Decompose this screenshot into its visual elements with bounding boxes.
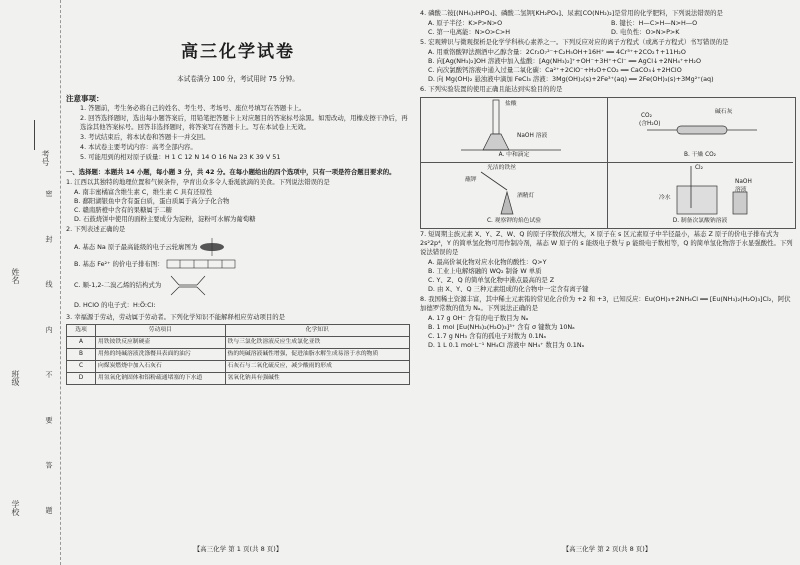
section-heading: 一、选择题：本题共 14 小题，每小题 3 分，共 42 分。在每小题给出的四个选项中，只有一项是符合题目要求的。 (66, 168, 396, 176)
q7-option: A. 最高价氧化物对应水化物的酸性：Q>Y (428, 258, 547, 266)
q4-option: D. 电负性：O>N>P>K (611, 28, 680, 36)
class-label: 班级 (11, 370, 20, 386)
figure-c (421, 162, 608, 228)
table-row (67, 337, 410, 349)
label-sodalime: 碱石灰 (715, 109, 733, 115)
figure-b (607, 98, 793, 163)
attention-item: 4. 本试卷主要考试内容：高考全部内容。 (80, 143, 197, 151)
label-cold-water: 冷水 (659, 195, 671, 201)
table-row (67, 373, 410, 385)
q6-figure-grid (420, 97, 796, 229)
q3-table (66, 324, 410, 385)
exam-no-label: 考号 (41, 150, 50, 166)
q2-option-d: D. HClO 的电子式：H:Ö:Cl: (74, 301, 156, 309)
q4-option: A. 原子半径：K>P>N>O (428, 19, 503, 27)
table-row (67, 361, 410, 373)
dibromoethene-structure-icon (163, 272, 213, 298)
table-cell: D (67, 373, 96, 385)
q4-options (428, 19, 794, 37)
table-row (67, 349, 410, 361)
label-solution: 溶液 (735, 187, 747, 193)
q4-option: C. 第一电离能：N>O>C>H (428, 28, 511, 36)
label-cl2: Cl₂ (695, 165, 703, 171)
table-cell: 用铁铵铁反应制硬壶 (96, 337, 226, 349)
table-header: 选项 (67, 325, 96, 337)
binding-margin (0, 0, 61, 565)
q2-option-a (74, 238, 410, 256)
table-cell: B (67, 349, 96, 361)
page-two (420, 8, 794, 556)
drying-tube-icon (607, 98, 793, 152)
q1-option: D. 石鼓烧饼中使用的面粉主要成分为淀粉，淀粉可水解为葡萄糖 (74, 215, 256, 223)
q7-option: D. 由 X、Y、Q 三种元素组成的化合物中一定含有离子键 (428, 285, 589, 293)
q8-option: D. 1 L 0.1 mol·L⁻¹ NH₄Cl 溶液中 NH₄⁺ 数目为 0.1Nₐ (428, 341, 585, 349)
label-co2: CO₂ (641, 113, 652, 119)
label-naoh: NaOH 溶液 (517, 133, 548, 139)
label-lamp: 酒精灯 (517, 193, 535, 199)
table-cell: C (67, 361, 96, 373)
q2-option-text: B. 基态 Fe²⁺ 的价电子排布图： (74, 260, 164, 268)
question-5: 5. 宏观辨识与微观探析是化学学科核心素养之一。下列反应对应的离子方程式（或离子方程式）书写错误的是 (420, 38, 729, 46)
exam-title: 高三化学试卷 (181, 42, 295, 62)
question-3: 3. 幸福源于劳动，劳动属于劳动者。下列化学知识不能解释相应劳动项目的是 (66, 313, 286, 321)
q4-option: B. 键长：H—C>H—N>H—O (611, 19, 698, 27)
figure-caption: B. 干燥 CO₂ (683, 152, 717, 158)
orbital-boxes-icon (166, 259, 236, 269)
exam-no-line (34, 120, 35, 150)
question-8: 8. 我国稀土资源丰富，其中稀土元素铕的常见化合价为 +2 和 +3，已知反应：Eu(OH)₃+2NH₄Cl ══ [Eu(NH₃)₂(H₂O)₃]Cl₂，阿伏加德罗常数的值为 Nₐ。下列说法正确的是 (420, 295, 791, 312)
school-label: 学校 (11, 500, 20, 516)
label-potassium: 蘸钾 (465, 177, 477, 183)
attention-list (66, 104, 410, 162)
exam-info: 本试卷满分 100 分，考试用时 75 分钟。 (177, 75, 299, 83)
q2-option-text: A. 基态 Na 原子最高能级的电子云轮廓图为 (74, 243, 198, 251)
table-cell: 热的纯碱溶液碱性增强，促进油脂水解生成易溶于水的物质 (225, 349, 409, 361)
table-cell: A (67, 337, 96, 349)
q1-option: A. 南丰蜜橘富含维生素 C，维生素 C 具有还原性 (74, 188, 213, 196)
q7-option: C. Y、Z、Q 的简单氢化物中沸点最高的是 Z (428, 276, 555, 284)
table-cell: 铁与三氯化铁溶液反应生成氯化亚铁 (225, 337, 409, 349)
q1-option: C. 赣南脐橙中含有的果糖属于二糖 (74, 206, 172, 214)
q2-option-c (74, 272, 410, 298)
label-iron-wire: 光洁的铁丝 (487, 165, 516, 171)
seal-notice: 密 封 线 内 不 要 答 题 (45, 190, 53, 532)
question-6: 6. 下列实验装置的使用正确且能达到实验目的的是 (420, 85, 563, 93)
table-cell: 向煤炭燃烧中加入石灰石 (96, 361, 226, 373)
question-2: 2. 下列表述正确的是 (66, 225, 126, 233)
name-label: 姓名 (11, 268, 20, 284)
q1-option: B. 鄱阳湖银鱼中含有蛋白质，蛋白质属于高分子化合物 (74, 197, 230, 205)
figure-caption: D. 制备次氯酸钠溶液 (672, 218, 728, 224)
label-hcl: 盐酸 (505, 101, 517, 107)
figure-caption: A. 中和滴定 (498, 152, 530, 158)
q7-option: B. 工业上电解熔融的 WQ₂ 制备 W 单质 (428, 267, 542, 275)
table-header-row (67, 325, 410, 337)
page-footer: 【高三化学 第 1 页(共 8 页)】 (193, 545, 283, 553)
label-naoh-d: NaOH (735, 179, 752, 185)
q8-option: B. 1 mol [Eu(NH₃)₂(H₂O)₃]³⁺ 含有 σ 键数为 10Nₐ (428, 323, 575, 331)
q8-option: A. 17 g OH⁻ 含有的电子数目为 Nₐ (428, 314, 529, 322)
figure-d (607, 162, 793, 228)
question-4: 4. 磷酸二铵[(NH₄)₂HPO₄]、磷酸二氢钾[KH₂PO₄]、尿素[CO(NH₂)₂]是常用的化学肥料，下列说法错误的是 (420, 9, 723, 17)
table-header: 化学知识 (225, 325, 409, 337)
page-footer: 【高三化学 第 2 页(共 8 页)】 (562, 545, 652, 553)
q5-option: C. 向次氯酸钙溶液中通入过量二氧化碳：Ca²⁺+2ClO⁻+H₂O+CO₂ ══ CaCO₃↓+2HClO (428, 66, 682, 74)
table-cell: 石灰石与二氧化硫反应，减少酸雨的形成 (225, 361, 409, 373)
q8-option: C. 1.7 g NH₃ 含有的孤电子对数为 0.1Nₐ (428, 332, 546, 340)
table-cell: 用热的纯碱溶液洗涤餐具表面的油污 (96, 349, 226, 361)
table-header: 劳动项目 (96, 325, 226, 337)
attention-item: 1. 答题前，考生务必将自己的姓名、考生号、考场号、座位号填写在答题卡上。 (80, 104, 306, 112)
attention-item: 2. 回答选择题时，选出每小题答案后，用铅笔把答题卡上对应题目的答案标号涂黑。如需改动，用橡皮擦干净后，再选涂其他答案标号。回答非选择题时，将答案写在答题卡上。写在本试卷上无效。 (80, 114, 408, 131)
q5-option: B. 向[Ag(NH₃)₂]OH 溶液中加入盐酸：[Ag(NH₃)₂]⁺+OH⁻+3H⁺+Cl⁻ ══ AgCl↓+2NH₄⁺+H₂O (428, 57, 702, 65)
page-one (66, 8, 410, 556)
attention-item: 3. 考试结束后，将本试卷和答题卡一并交回。 (80, 133, 210, 141)
attention-heading: 注意事项： (66, 94, 104, 103)
orbital-dumbbell-icon (199, 238, 225, 256)
table-cell: 氢氧化钠具有强碱性 (225, 373, 409, 385)
q5-option: D. 向 Mg(OH)₂ 悬浊液中滴加 FeCl₃ 溶液：3Mg(OH)₂(s)+2Fe³⁺(aq) ══ 2Fe(OH)₃(s)+3Mg²⁺(aq) (428, 75, 714, 83)
label-water: (含H₂O) (639, 121, 661, 127)
table-cell: 用氢氧化钠固体和铝粉疏通堵塞的下水道 (96, 373, 226, 385)
q2-option-b (74, 259, 410, 269)
figure-caption: C. 观察钾的焰色试验 (486, 218, 542, 224)
attention-item: 5. 可能用到的相对原子质量：H 1 C 12 N 14 O 16 Na 23 K 39 V 51 (80, 153, 281, 161)
question-1: 1. 江西以其独特的地理位置和气候条件，孕育出众多令人垂涎欲滴的美食。下列说法错误的是 (66, 178, 330, 186)
q5-option: A. 用重铬酸钾法测酒中乙醇含量：2Cr₂O₇²⁻+C₂H₅OH+16H⁺ ══ 4Cr³⁺+2CO₂↑+11H₂O (428, 48, 686, 56)
q2-option-text: C. 顺-1,2-二溴乙烯的结构式为 (74, 281, 162, 289)
figure-a (421, 98, 608, 163)
question-7: 7. 短周期主族元素 X、Y、Z、W、Q 的原子序数依次增大，X 原子在 s 区元素原子中半径最小，基态 Z 原子的价电子排布式为 2s²2p⁴，Y 的简单氢化物可用作制冷剂，基态 W 原子的 s 能级电子数与 p 能级电子数相等，Q 的简单氢化物溶于水显强酸性。下列说法错误的是 (420, 230, 793, 256)
